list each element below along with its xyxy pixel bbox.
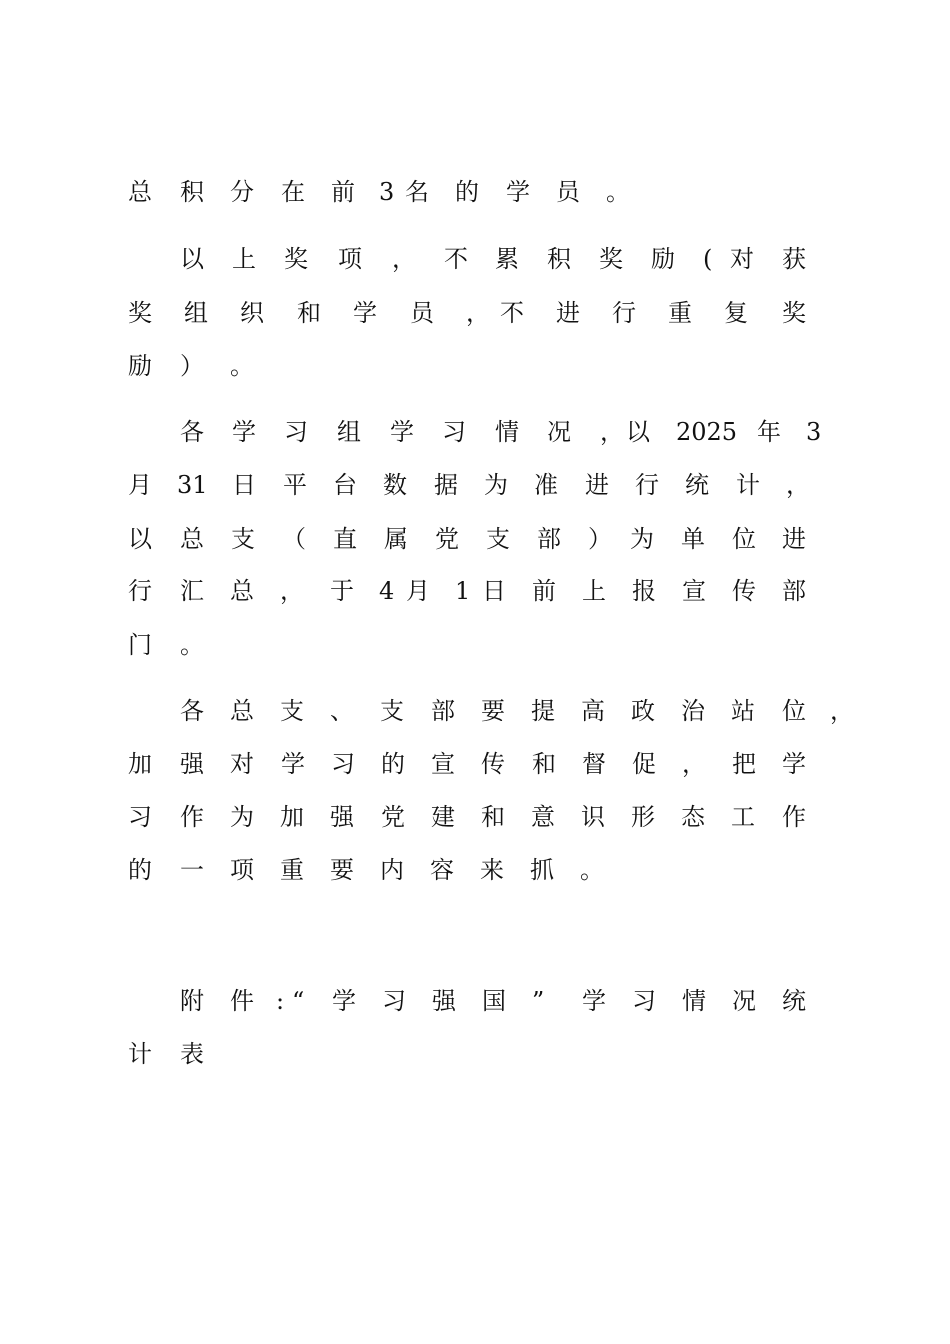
paragraph-1-line-1: 总 积 分 在 前 3 名 的 学 员 。 <box>128 178 630 206</box>
paragraph-2-line-1: 以 上 奖 项 ， 不 累 积 奖 励 ( 对 获 <box>180 245 806 273</box>
paragraph-3-line-2: 月 31 日 平 台 数 据 为 准 进 行 统 计 ， <box>128 471 810 499</box>
paragraph-4-line-1: 各 总 支 、 支 部 要 提 高 政 治 站 位 ， <box>180 697 854 725</box>
paragraph-4-line-4: 的 一 项 重 要 内 容 来 抓 。 <box>128 856 604 884</box>
paragraph-5-line-1: 附 件 : “ 学 习 强 国 ” 学 习 情 况 统 <box>180 987 806 1015</box>
paragraph-5-line-2: 计 表 <box>128 1040 204 1068</box>
paragraph-3-line-4: 行 汇 总 ， 于 4 月 1 日 前 上 报 宣 传 部 <box>128 577 806 605</box>
paragraph-2-line-3: 励 ） 。 <box>128 352 254 380</box>
paragraph-4-line-2: 加 强 对 学 习 的 宣 传 和 督 促 ， 把 学 <box>128 750 806 778</box>
paragraph-4-line-3: 习 作 为 加 强 党 建 和 意 识 形 态 工 作 <box>128 803 806 831</box>
paragraph-2-line-2: 奖 组 织 和 学 员 ， 不 进 行 重 复 奖 <box>128 299 806 327</box>
paragraph-3-line-3: 以 总 支 （ 直 属 党 支 部 ） 为 单 位 进 <box>128 525 806 553</box>
paragraph-3-line-5: 门 。 <box>128 631 204 659</box>
paragraph-3-line-1: 各 学 习 组 学 习 情 况 ， 以 2025 年 3 <box>180 418 822 446</box>
